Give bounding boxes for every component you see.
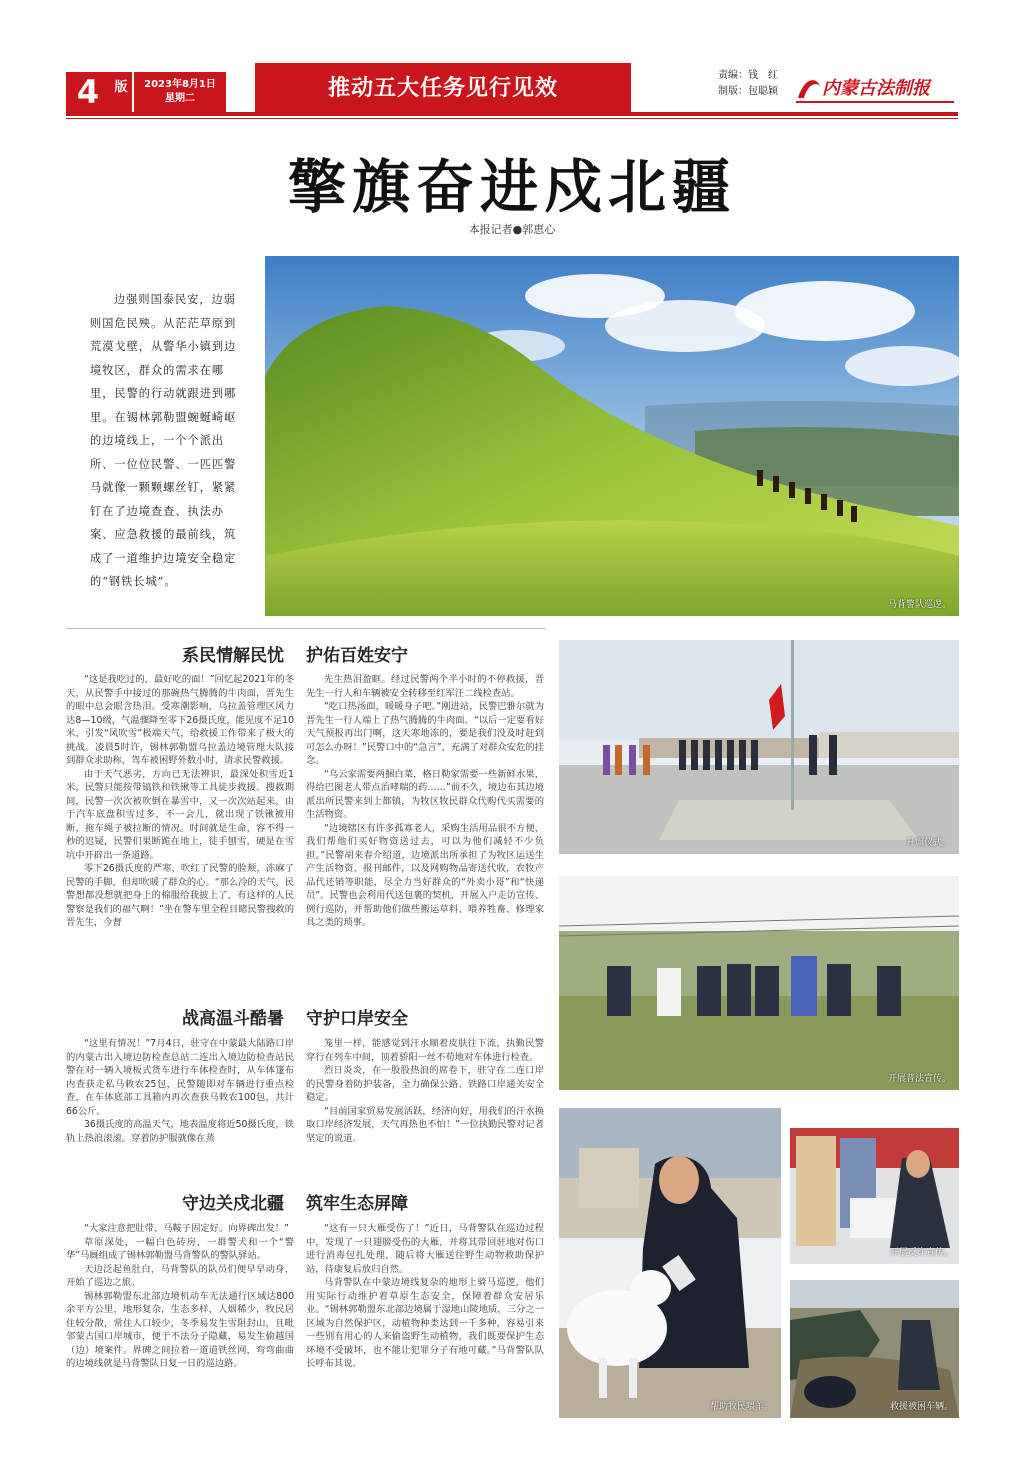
article-title: 擎旗奋进戍北疆 [287,153,736,221]
hero-caption: 马背警队巡逻。 [887,600,951,610]
paragraph: 烈日炎炎，在一股股热浪的席卷下，驻守在二连口岸的民警身着防护装备，全力确保公路、铁路口岸通关安全稳定。 [306,1065,544,1103]
section-3-col-2 [306,1222,544,1418]
paragraph: 先生热泪盈眶。经过民警两个半小时的不停救援，晋先生一行人和车辆被安全转移至红军汪二线检查站。 [306,674,544,699]
page-suffix: 版 [110,72,132,112]
vehicle-rescue-photo [790,1280,959,1418]
legal-caption: 开展普法宣传。 [887,1074,951,1084]
section-1-title [66,641,546,665]
article-intro: 边强则国泰民安，边弱则国危民殃。从茫茫草原到荒漠戈壁，从警华小镇到边境牧区，群众的需求在哪里，民警的行动就跟进到哪里。在锡林郭勒盟蜿蜒崎岖的边境线上，一个个派出所、一位位民警、一匹匹警马就像一颗颗螺丝钉，紧紧钉在了边境查查、执法办案、应急救援的最前线，筑成了一道维护边境安全稳定的“钢铁长城”。 [90,293,237,588]
paragraph: “目前国家贸易发展活跃，经济向好，用我们的汗水换取口岸经济发展，天气再热也不怕！”一位执勤民警对记者坚定的说道。 [306,1105,544,1144]
section-2-title-left: 战高温斗酷暑 [182,1009,284,1029]
section-1-col-1 [66,673,294,977]
section-3-title [66,1189,546,1213]
section-3-col-1 [66,1222,294,1418]
legal-education-photo [559,876,959,1090]
hero-photo [265,256,959,616]
paragraph: “边境辖区有许多孤寡老人，采购生活用品很不方便，我们帮他们买好物资送过去，可以为他们减轻不少负担。”民警胡来春介绍道，边境派出所承担了为牧区运送生产生活物资、报刊邮件，以及网购物品寄送代收，农牧产品代还销等职能，尽全力当好群众的“外卖小哥”和“快递员”。民警也会利用代送包裹的契机，开展入户走访宣传、例行巡防，并帮助他们做些搬运草料、喂养牲畜、修理家具之类的琐事。 [306,822,544,928]
paragraph: 天边泛起鱼肚白，马背警队的队员们便早早动身，开始了巡边之旅。 [66,1263,294,1288]
flag-caption: 升旗仪式。 [905,838,951,848]
paragraph: “乌云家需要两捆白菜，格日勒家需要一些新鲜水果，得给巴图老人带点治哮喘的药……”前不久，境边布其边境派出所民警来到上都镇，为牧区牧民群众代购代买需要的生活物资。 [306,768,544,820]
section-1-title-left: 系民情解民忧 [182,646,284,666]
issue-date-box [134,72,226,112]
page-number: 4 [66,72,110,112]
paragraph: “这有一只大雁受伤了！”近日，马背警队在巡边过程中，发现了一只翅膀受伤的大雁，并将其带回驻地对伤口进行消毒包扎处理，随后将大雁送往野生动物救助保护站，待康复后放归自然。 [306,1223,544,1275]
section-2-col-2 [306,1037,544,1177]
sheep-feeding-photo [559,1108,781,1418]
section-2-col-1 [66,1037,294,1177]
paragraph: “大家注意把肚带、马鞍子固定好。向界碑出发！” [84,1223,289,1234]
fraud-caption: 开展反诈宣传。 [889,1248,953,1258]
anti-fraud-photo [790,1128,959,1264]
issue-weekday: 星期二 [165,93,195,104]
editor-name: 责编：钱 红 [718,70,778,81]
section-banner: 推动五大任务见行见效 [255,63,631,113]
logo-swoosh-icon [798,80,820,98]
flag-raising-photo [559,640,959,854]
divider [66,628,546,629]
section-1-title-right: 护佑百姓安宁 [306,646,408,666]
sheep-caption: 帮助牧民喂羊。 [709,1402,773,1412]
paragraph: 零下26摄氏度的严寒，吹红了民警的脸颊，冻麻了民警的手脚，但却吹暖了群众的心。“那么冷的天气，民警想都没想就把身上的棉服给我披上了，有这样的人民警察是我们的福气啊！”坐在警车里全程目睹民警搜救的晋先生，今督 [66,863,294,928]
paragraph: 由于天气恶劣，方向已无法辨识，最深处积雪近1米，民警只能按带镐铁和铁锹等工具徒步救援。搜救期间，民警一次次被吹倒在暴雪中，又一次次站起来。由于汽车底盘积雪过多，不一会儿，就出现了铁锹被用断，拖车绳子被拉断的情况。时间就是生命，容不得一秒的迟疑，民警们果断跪在地上，徒手刨雪，硬是在雪坑中开辟出一条道路。 [66,768,294,861]
paragraph: “吃口热汤面，暖暖身子吧。”刚进站，民警巴雅尔就为晋先生一行人端上了热气腾腾的牛肉面。“以后一定要看好天气预报再出门啊，这天寒地冻的，要是我们没及时赶到可怎么办呀！”民警口中的“急言”，充满了对群众安危的挂念。 [306,701,544,766]
paragraph: 草原深处，一幅白色砖房，一群警犬和一个“警华”马厩组成了锡林郭勒盟马背警队的警队驿站。 [66,1236,294,1261]
paragraph: 笼里一样，能感觉到汗水顺着皮肤往下流，执勤民警穿行在列车中间，顶着骄阳一丝不苟地对车体进行检查。 [306,1038,544,1063]
paragraph: 锡林郭勒盟东北部边境机动车无法通行区域达800余平方公里，地形复杂，生态多样，人烟稀少，牧民居住较分散，常住人口较少，冬季易发生雪阻封山，且毗邻蒙古国口岸城市，便于不法分子隐藏，易发生偷越国（边）境案件。界碑之间拉着一道道铁丝网，弯弯曲曲的边境线就是马背警队日复一日的巡边路。 [66,1290,294,1369]
paragraph: 马背警队在中蒙边境线复杂的地形上骑马巡逻，他们用实际行动维护着草原生态安全，保障着群众安居乐业。“锡林郭勒盟东北部边境属于湿地山陵地质，三分之一区域为自然保护区，动植物种类达到一千多种，容易引来一些别有用心的人来偷盗野生动植物，我们既要保护生态环境不受破坏，也不能让犯罪分子有地可藏。”马背警队队长呼布其说。 [306,1277,544,1369]
header-rule-thin [66,118,958,119]
section-3-title-left: 守边关戍北疆 [182,1194,284,1214]
issue-date: 2023年8月1日 [144,79,216,90]
paragraph: “这是我吃过的，最好吃的面！”回忆起2021年的冬天，从民警手中接过的那碗热气腾腾的牛肉面，晋先生的眼中总会眼含热泪。受寒潮影响，乌拉盖管理区风力达8—10级，气温骤降至零下26摄氏度，能见度不足10米，引发“风吹雪”极端天气，给救援工作带来了极大的挑战。凌晨5时许，锡林郭勒盟乌拉盖边境管理大队接到群众求助称，驾车被困野外数小时，请求民警救援。 [66,674,294,766]
section-1-col-2 [306,673,544,977]
section-3-title-right: 筑牢生态屏障 [306,1194,408,1214]
paragraph: “这里有情况！”7月4日，驻守在中蒙最大陆路口岸的内蒙古出入境边防检查总站二连出入境边防检查站民警在对一辆入境板式货车进行车体检查时，从车体篷布内查获走私马敕农25包，民警随即对车辆进行重点检查，在车体底部工具箱内再次查获马敕农100包，共计66公斤。 [66,1038,294,1117]
newspaper-name: 内蒙古法制报 [822,78,930,99]
layout-name: 制版：包聪颖 [718,86,778,97]
editor-credits [718,68,778,100]
section-2-title-right: 守护口岸安全 [306,1009,408,1029]
rescue-caption: 救援被困车辆。 [889,1402,953,1412]
byline: 本报记者●郭恵心 [468,223,556,236]
paragraph: 36摄氏度的高温天气，地表温度将近50摄氏度，铁轨上热浪滚滚。穿着防护服就像在蒸 [66,1119,294,1144]
section-2-title [66,1004,546,1028]
header-rule [66,112,958,116]
